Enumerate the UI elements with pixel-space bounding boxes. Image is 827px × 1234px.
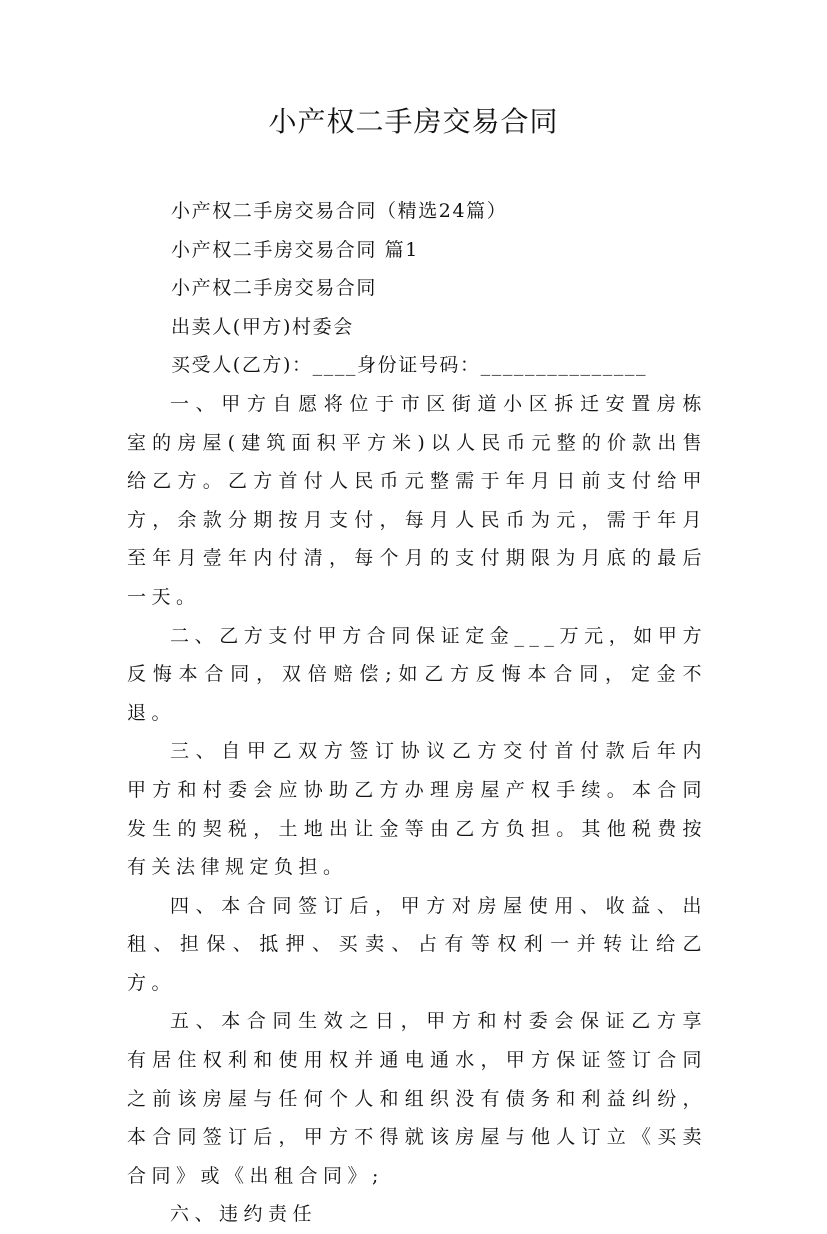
clause-3-paragraph: 三、自甲乙双方签订协议乙方交付首付款后年内甲方和村委会应协助乙方办理房屋产权手续。本合同发生的契税，土地出让金等由乙方负担。其他税费按有关法律规定负担。 (127, 740, 707, 879)
header-line-collection-title: 小产权二手房交易合同（精选24篇） (171, 200, 508, 222)
clause-2-paragraph: 二、乙方支付甲方合同保证定金___万元，如甲方反悔本合同，双倍赔偿;如乙方反悔本合同，定金不退。 (127, 624, 707, 724)
clause-1-paragraph: 一、甲方自愿将位于市区街道小区拆迁安置房栋室的房屋(建筑面积平方米)以人民币元整的价款出售给乙方。乙方首付人民币元整需于年月日前支付给甲方，余款分期按月支付，每月人民币为元，需于年月至年月壹年内付清，每个月的支付期限为月底的最后一天。 (127, 392, 707, 608)
header-line-contract-name: 小产权二手房交易合同 (171, 277, 378, 300)
clause-5-paragraph: 五、本合同生效之日，甲方和村委会保证乙方享有居住权利和使用权并通电通水，甲方保证签订合同之前该房屋与任何个人和组织没有债务和利益纠纷，本合同签订后，甲方不得就该房屋与他人订立《买卖合同》或《出租合同》; (127, 1010, 707, 1187)
header-line-buyer: 买受人(乙方)：____身份证号码：_______________ (171, 354, 648, 377)
header-line-article-number: 小产权二手房交易合同 篇1 (171, 238, 419, 261)
header-line-seller: 出卖人(甲方)村委会 (171, 315, 354, 338)
clause-4-paragraph: 四、本合同签订后，甲方对房屋使用、收益、出租、担保、抵押、买卖、占有等权利一并转让给乙方。 (127, 894, 707, 994)
clause-6-heading: 六、违约责任 (170, 1203, 318, 1226)
document-title: 小产权二手房交易合同 (268, 105, 559, 138)
document-body (127, 192, 707, 1234)
